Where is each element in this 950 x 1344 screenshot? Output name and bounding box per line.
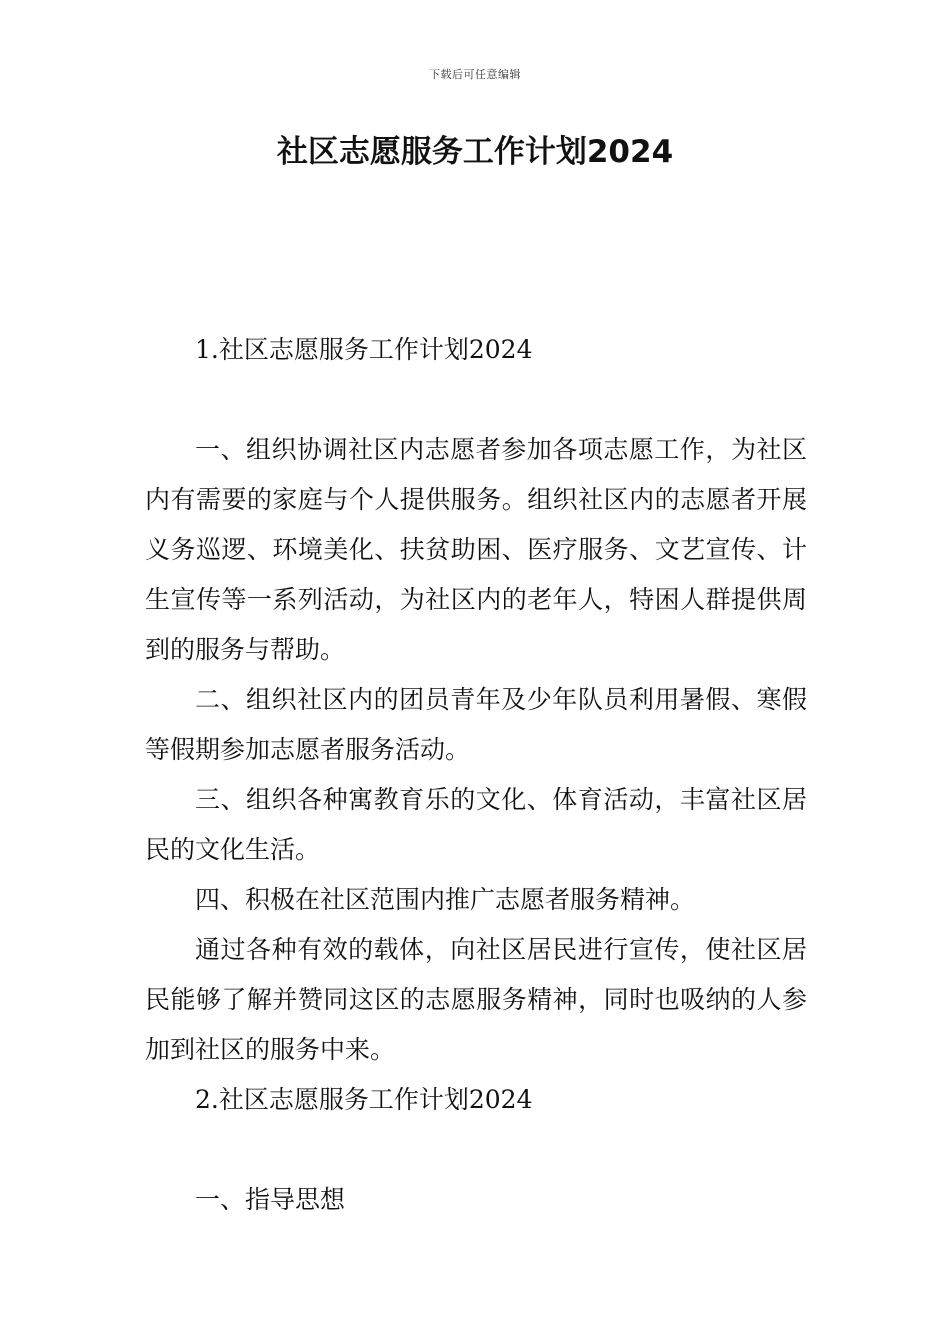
section-heading-2: 2.社区志愿服务工作计划2024 [195, 1085, 533, 1114]
paragraph-5: 通过各种有效的载体，向社区居民进行宣传，使社区居民能够了解并赞同这区的志愿服务精神，同时也吸纳的人参加到社区的服务中来。 [145, 935, 807, 1064]
header-note: 下载后可任意编辑 [429, 68, 521, 81]
document-title: 社区志愿服务工作计划2024 [276, 134, 674, 170]
paragraph-4: 四、积极在社区范围内推广志愿者服务精神。 [195, 885, 696, 914]
paragraph-1: 一、组织协调社区内志愿者参加各项志愿工作，为社区内有需要的家庭与个人提供服务。组织社区内的志愿者开展义务巡逻、环境美化、扶贫助困、医疗服务、文艺宣传、计生宣传等一系列活动，为社区内的老年人，特困人群提供周到的服务与帮助。 [145, 435, 807, 664]
subheading-guiding-ideology: 一、指导思想 [195, 1185, 346, 1214]
paragraph-2: 二、组织社区内的团员青年及少年队员利用暑假、寒假等假期参加志愿者服务活动。 [145, 685, 807, 764]
paragraph-3: 三、组织各种寓教育乐的文化、体育活动，丰富社区居民的文化生活。 [145, 785, 807, 864]
section-heading-1: 1.社区志愿服务工作计划2024 [195, 335, 533, 364]
document-body [145, 325, 807, 1225]
